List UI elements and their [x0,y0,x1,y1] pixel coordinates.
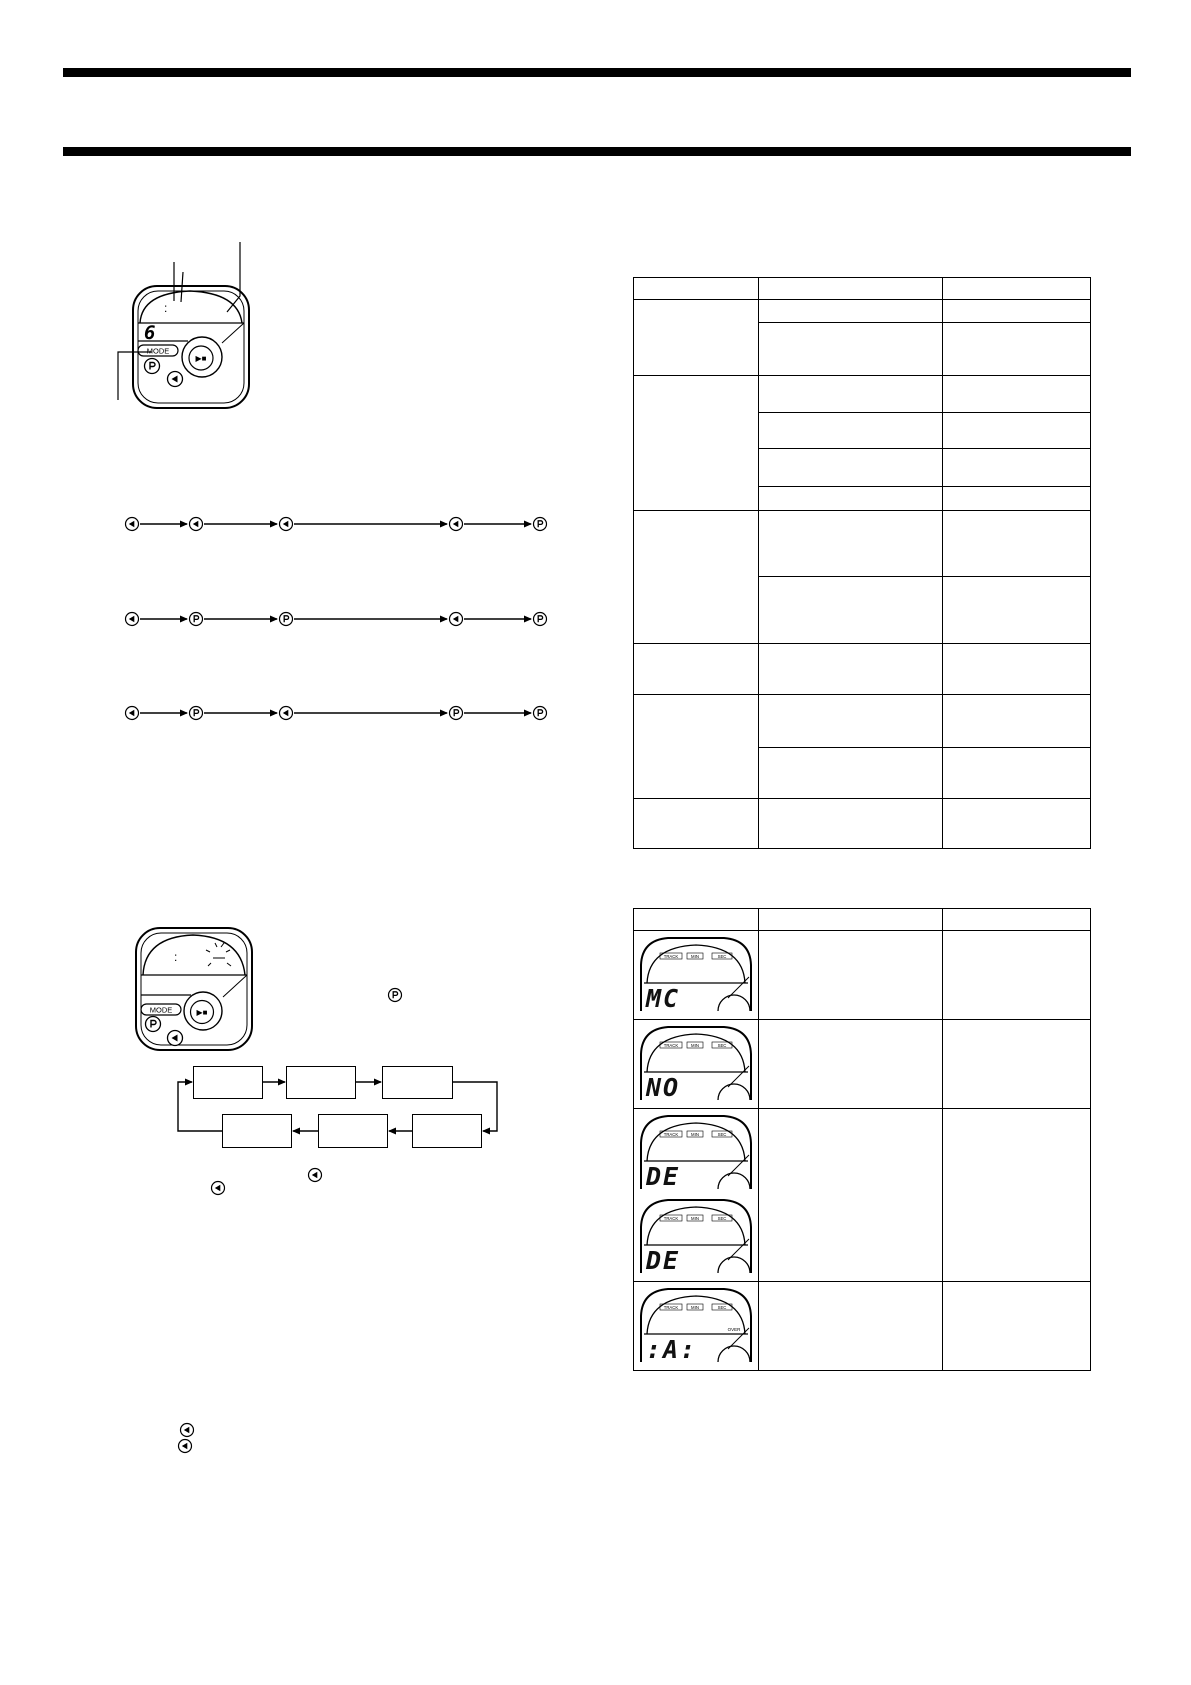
indicator-label: MIN [691,953,699,959]
table-header-cell [759,909,943,931]
table-cell [943,511,1091,577]
control-pad [718,1257,750,1273]
play-button-icon [450,707,463,720]
indicator-label: MIN [691,1042,699,1048]
display-image-cell [634,1109,759,1282]
lcd-segment-text: NO [646,1073,681,1100]
table-cell [759,799,943,849]
indicator-label: SEC [717,1131,727,1137]
lcd-display-illustration [638,1113,754,1189]
rewind-button-icon [450,518,463,531]
flow-box-1 [193,1066,263,1099]
table-row [634,511,1091,577]
lcd-digit: 6 [144,322,156,344]
table-header-cell [634,909,759,931]
table-cell [943,799,1091,849]
play-button-icon [190,707,203,720]
control-pad [718,1084,750,1100]
control-pad [718,1346,750,1362]
rewind-button-icon [212,1182,225,1195]
indicator-label: SEC [717,1304,727,1310]
table-row [634,376,1091,413]
table-cell [759,577,943,644]
table-header-cell [943,278,1091,300]
table-cell [759,300,943,323]
table-cell [759,1282,943,1371]
table-cell [759,511,943,577]
indicator-label: TRACK [663,1131,679,1137]
rewind-button-icon [190,518,203,531]
indicator-label: SEC [717,953,727,959]
flow-box-3 [382,1066,453,1099]
button-sequence-row [126,707,547,720]
indicator-label: TRACK [663,953,679,959]
display-table [633,908,1091,1371]
watch-diagram-2 [133,925,255,1053]
mode-button-label: MODE [146,346,170,356]
table-cell [759,748,943,799]
rewind-button-icon [168,372,183,387]
flow-box-5 [318,1114,388,1148]
table-row [634,300,1091,323]
header-rule-bottom [63,147,1131,156]
lcd-display-illustration [638,1197,754,1273]
table-header-cell [943,909,1091,931]
table-cell [943,487,1091,511]
table-cell [759,376,943,413]
table-cell [759,1020,943,1109]
table-cell [759,487,943,511]
lcd-segment-text: :A: [646,1335,698,1362]
button-sequence-rows [126,518,547,720]
table-cell [634,695,759,799]
over-indicator: OVER [727,1327,741,1332]
play-button-icon [145,359,160,374]
control-pad [718,1173,750,1189]
table-row [634,695,1091,748]
table-cell [943,1020,1091,1109]
table-row [634,931,1091,1020]
inline-button-icons [179,989,402,1453]
table-cell [759,644,943,695]
lcd-segment-text: MC [646,984,681,1011]
indicator-label: MIN [691,1131,699,1137]
button-sequence-row [126,613,547,626]
indicator-label: TRACK [663,1215,679,1221]
play-stop-symbol: ▶■ [195,354,207,363]
play-button-icon [190,613,203,626]
table-cell [943,449,1091,487]
table-cell [634,511,759,644]
display-image-cell [634,1282,759,1371]
rewind-button-icon [309,1169,322,1182]
flow-box-6 [222,1114,292,1148]
table-cell [943,413,1091,449]
display-image-cell [634,1020,759,1109]
watch-dial [647,945,745,983]
table-header-cell [759,278,943,300]
rewind-button-icon [280,518,293,531]
rewind-button-icon [126,613,139,626]
table-cell [634,799,759,849]
table-cell [759,323,943,376]
control-pad [718,995,750,1011]
table-cell [943,695,1091,748]
table-row [634,1109,1091,1282]
indicator-label: MIN [691,1304,699,1310]
play-button-icon [534,518,547,531]
flow-box-4 [412,1114,482,1148]
rewind-button-icon [450,613,463,626]
table-header-cell [634,278,759,300]
lcd-segment-text: DE [646,1162,681,1189]
rewind-button-icon [126,707,139,720]
lcd-display-illustration [638,1286,754,1362]
lcd-display-illustration [638,935,754,1011]
table-cell [943,577,1091,644]
table-header-row [634,278,1091,300]
button-sequence-row [126,518,547,531]
reference-table-1 [633,277,1091,849]
indicator-label: TRACK [663,1042,679,1048]
play-button-icon [146,1017,161,1032]
watch-dial [647,1207,745,1245]
rewind-button-icon [179,1440,192,1453]
lcd-display-illustration [638,1024,754,1100]
indicator-label: SEC [717,1215,727,1221]
watch-dial [647,1034,745,1072]
rewind-button-icon [280,707,293,720]
table-cell [943,323,1091,376]
table-cell [943,748,1091,799]
table-cell [634,376,759,511]
rewind-button-icon [168,1031,183,1046]
time-colon: : [174,950,178,964]
indicator-label: SEC [717,1042,727,1048]
indicator-label: TRACK [663,1304,679,1310]
table-cell [634,300,759,376]
header-rule-top [63,68,1131,77]
table-cell [943,1109,1091,1282]
table-row [634,1282,1091,1371]
table-cell [759,1109,943,1282]
mode-button-label: MODE [149,1005,173,1015]
table-cell [943,376,1091,413]
play-button-icon [534,613,547,626]
table-cell [943,931,1091,1020]
table-header-row [634,909,1091,931]
display-image-cell [634,931,759,1020]
table-row [634,799,1091,849]
table-cell [759,449,943,487]
rewind-button-icon [181,1424,194,1437]
time-colon: : [164,301,168,315]
play-stop-symbol: ▶■ [196,1008,208,1017]
rewind-button-icon [126,518,139,531]
table-row [634,644,1091,695]
lcd-segment-text: DE [646,1246,681,1273]
table-cell [759,695,943,748]
play-button-icon [534,707,547,720]
flow-box-2 [286,1066,356,1099]
table-cell [634,644,759,695]
table-cell [943,300,1091,323]
table-cell [943,644,1091,695]
play-button-icon [280,613,293,626]
watch-dial [647,1123,745,1161]
table-cell [759,931,943,1020]
table-cell [943,1282,1091,1371]
watch-diagram-1 [130,283,252,411]
table-cell [759,413,943,449]
table-row [634,1020,1091,1109]
play-button-icon [389,989,402,1002]
indicator-label: MIN [691,1215,699,1221]
